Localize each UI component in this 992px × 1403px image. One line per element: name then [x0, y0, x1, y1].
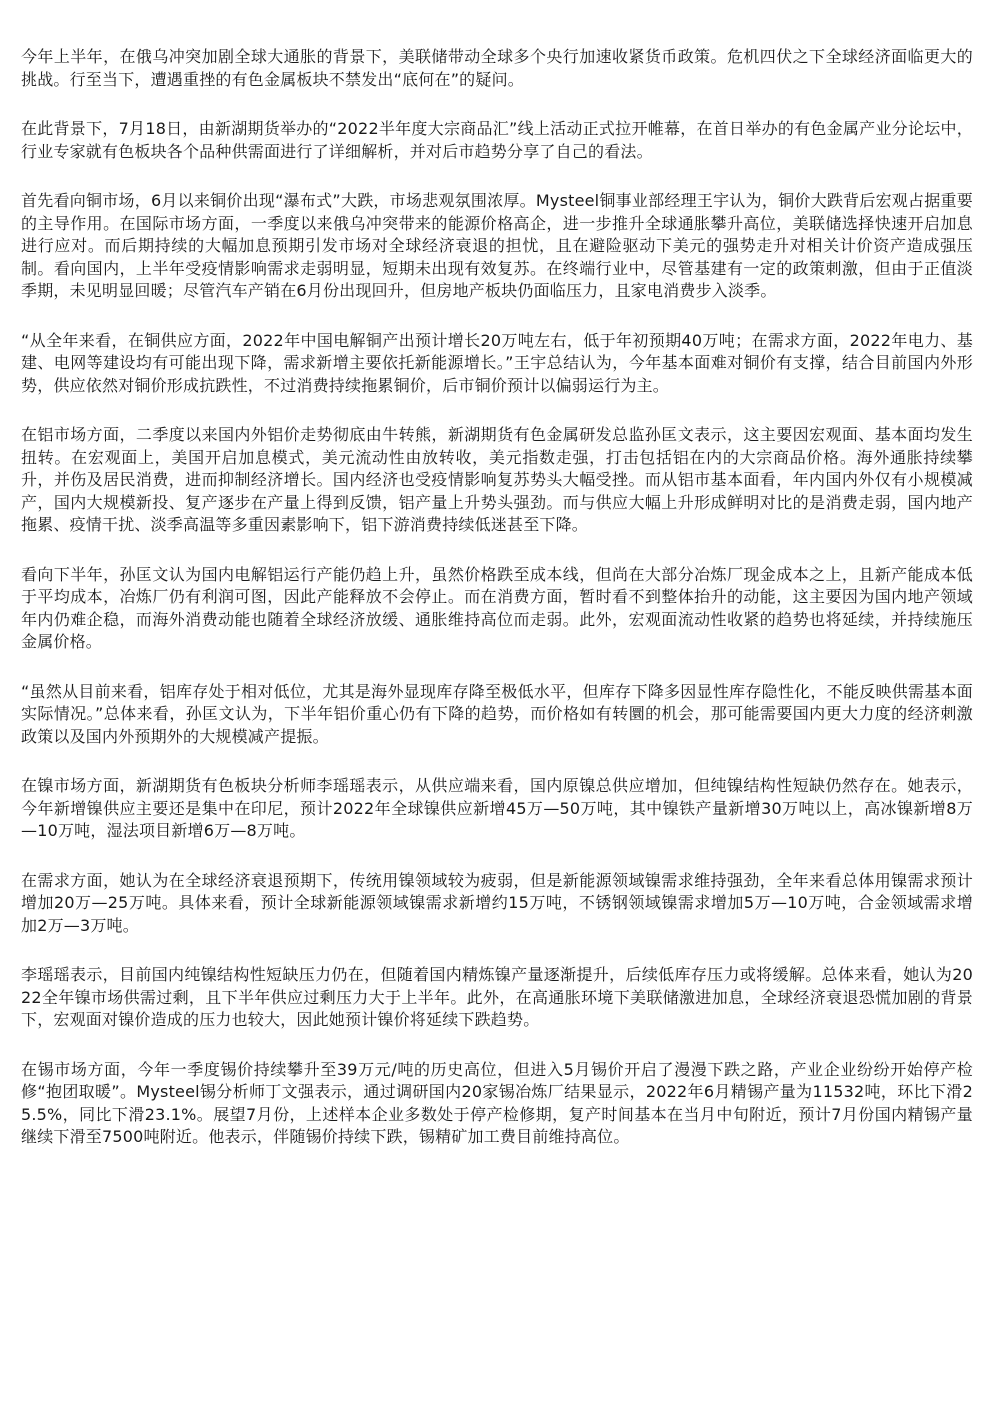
paragraph-event: 在此背景下，7月18日，由新湖期货举办的“2022半年度大宗商品汇”线上活动正式拉开帷幕，在首日举办的有色金属产业分论坛中，行业专家就有色板块各个品种供需面进行了详细解析，并对后市趋势分享了自己的看法。 [21, 119, 973, 161]
paragraph-nickel-demand: 在需求方面，她认为在全球经济衰退预期下，传统用镍领域较为疲弱，但是新能源领域镍需求维持强劲，全年来看总体用镍需求预计增加20万—25万吨。具体来看，预计全球新能源领域镍需求新增约15万吨，不锈钢领域镍需求增加5万—10万吨，合金领域需求增加2万—3万吨。 [21, 870, 973, 935]
paragraph-copper-outlook: “从全年来看，在铜供应方面，2022年中国电解铜产出预计增长20万吨左右，低于年初预期40万吨；在需求方面，2022年电力、基建、电网等建设均有可能出现下降，需求新增主要依托新能源增长。”王宇总结认为，今年基本面难对铜价有支撑，结合目前国内外形势，供应依然对铜价形成抗跌性，不过消费持续拖累铜价，后市铜价预计以偏弱运行为主。 [21, 330, 973, 395]
paragraph-nickel-supply: 在镍市场方面，新湖期货有色板块分析师李瑶瑶表示，从供应端来看，国内原镍总供应增加，但纯镍结构性短缺仍然存在。她表示，今年新增镍供应主要还是集中在印尼，预计2022年全球镍供应新增45万—50万吨，其中镍铁产量新增30万吨以上，高冰镍新增8万—10万吨，湿法项目新增6万—8万吨。 [21, 776, 973, 840]
article-body [21, 46, 973, 1176]
paragraph-nickel-outlook: 李瑶瑶表示，目前国内纯镍结构性短缺压力仍在，但随着国内精炼镍产量逐渐提升，后续低库存压力或将缓解。总体来看，她认为2022全年镍市场供需过剩，且下半年供应过剩压力大于上半年。此外，在高通胀环境下美联储激进加息，全球经济衰退恐慌加剧的背景下，宏观面对镍价造成的压力也较大，因此她预计镍价将延续下跌趋势。 [21, 965, 973, 1029]
paragraph-aluminum-market: 在铝市场方面，二季度以来国内外铝价走势彻底由牛转熊，新湖期货有色金属研发总监孙匡文表示，这主要因宏观面、基本面均发生扭转。在宏观面上，美国开启加息模式，美元流动性由放转收，美元指数走强，打击包括铝在内的大宗商品价格。海外通胀持续攀升，并伤及居民消费，进而抑制经济增长。国内经济也受疫情影响复苏势头大幅受挫。而从铝市基本面看，年内国内外仅有小规模减产，国内大规模新投、复产逐步在产量上得到反馈，铝产量上升势头强劲。而与供应大幅上升形成鲜明对比的是消费走弱，国内地产拖累、疫情干扰、淡季高温等多重因素影响下，铝下游消费持续低迷甚至下降。 [21, 425, 973, 534]
paragraph-tin-market: 在锡市场方面，今年一季度锡价持续攀升至39万元/吨的历史高位，但进入5月锡价开启了漫漫下跌之路，产业企业纷纷开始停产检修“抱团取暖”。Mysteel锡分析师丁文强表示，通过调研国内20家锡冶炼厂结果显示，2022年6月精锡产量为11532吨，环比下滑25.5%，同比下滑23.1%。展望7月份，上述样本企业多数处于停产检修期，复产时间基本在当月中旬附近，预计7月份国内精锡产量继续下滑至7500吨附近。他表示，伴随锡价持续下跌，锡精矿加工费目前维持高位。 [21, 1059, 973, 1146]
paragraph-aluminum-inventory: “虽然从目前来看，铝库存处于相对低位，尤其是海外显现库存降至极低水平，但库存下降多因显性库存隐性化，不能反映供需基本面实际情况。”总体来看，孙匡文认为，下半年铝价重心仍有下降的趋势，而价格如有转圜的机会，那可能需要国内更大力度的经济刺激政策以及国内外预期外的大规模减产提振。 [21, 681, 973, 746]
paragraph-aluminum-second-half: 看向下半年，孙匡文认为国内电解铝运行产能仍趋上升，虽然价格跌至成本线，但尚在大部分冶炼厂现金成本之上，且新产能成本低于平均成本，冶炼厂仍有利润可图，因此产能释放不会停止。而在消费方面，暂时看不到整体抬升的动能，这主要因为国内地产领域年内仍难企稳，而海外消费动能也随着全球经济放缓、通胀维持高位而走弱。此外，宏观面流动性收紧的趋势也将延续，并持续施压金属价格。 [21, 564, 973, 651]
paragraph-copper-market: 首先看向铜市场，6月以来铜价出现“瀑布式”大跌，市场悲观氛围浓厚。Mysteel铜事业部经理王宇认为，铜价大跌背后宏观占据重要的主导作用。在国际市场方面，一季度以来俄乌冲突带来的能源价格高企，进一步推升全球通胀攀升高位，美联储选择快速开启加息进行应对。而后期持续的大幅加息预期引发市场对全球经济衰退的担忧，且在避险驱动下美元的强势走升对相关计价资产造成强压制。看向国内，上半年受疫情影响需求走弱明显，短期未出现有效复苏。在终端行业中，尽管基建有一定的政策刺激，但由于正值淡季期，未见明显回暖；尽管汽车产销在6月份出现回升，但房地产板块仍面临压力，且家电消费步入淡季。 [21, 191, 973, 300]
paragraph-intro: 今年上半年，在俄乌冲突加剧全球大通胀的背景下，美联储带动全球多个央行加速收紧货币政策。危机四伏之下全球经济面临更大的挑战。行至当下，遭遇重挫的有色金属板块不禁发出“底何在”的疑问。 [21, 47, 973, 89]
